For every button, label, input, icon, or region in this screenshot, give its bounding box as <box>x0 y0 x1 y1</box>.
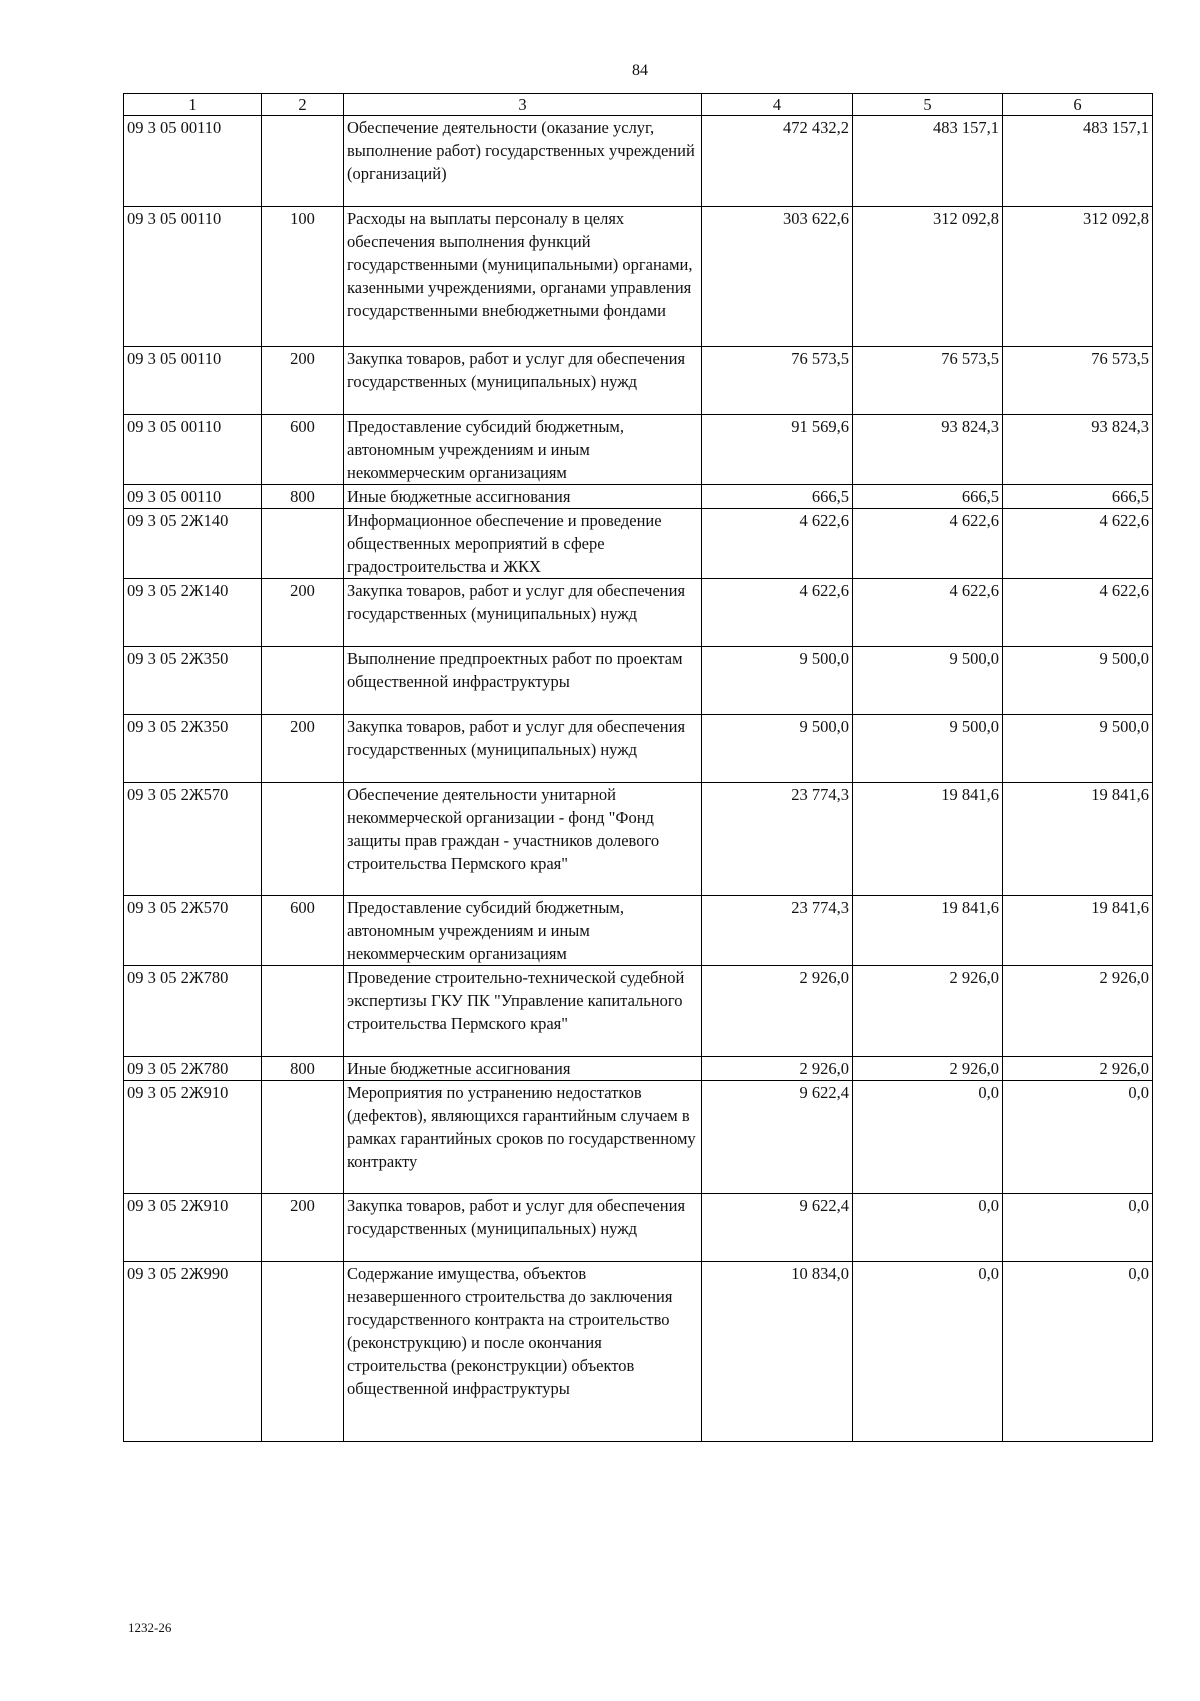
row-code-cell: 09 3 05 2Ж350 <box>124 647 262 715</box>
row-value-col4-cell: 9 500,0 <box>702 647 853 715</box>
row-value-col4-cell: 4 622,6 <box>702 579 853 647</box>
row-value-col5-cell: 0,0 <box>853 1081 1003 1194</box>
row-description-cell: Закупка товаров, работ и услуг для обеспечения государственных (муниципальных) нужд <box>344 579 702 647</box>
row-description-cell: Закупка товаров, работ и услуг для обеспечения государственных (муниципальных) нужд <box>344 1194 702 1262</box>
row-expense-type-cell <box>262 647 344 715</box>
row-expense-type-cell <box>262 966 344 1057</box>
row-description-cell: Мероприятия по устранению недостатков (дефектов), являющихся гарантийным случаем в рамках гарантийных сроков по государственному контракту <box>344 1081 702 1194</box>
row-value-col6-cell: 666,5 <box>1003 485 1153 509</box>
row-value-col5-cell: 76 573,5 <box>853 347 1003 415</box>
table-row <box>124 579 1153 647</box>
table-row <box>124 116 1153 207</box>
row-value-col5-cell: 19 841,6 <box>853 783 1003 896</box>
row-value-col5-cell: 4 622,6 <box>853 509 1003 579</box>
row-value-col5-cell: 483 157,1 <box>853 116 1003 207</box>
row-description-cell: Обеспечение деятельности (оказание услуг, выполнение работ) государственных учреждений (организаций) <box>344 116 702 207</box>
row-code-cell: 09 3 05 00110 <box>124 116 262 207</box>
row-value-col5-cell: 9 500,0 <box>853 715 1003 783</box>
row-value-col6-cell: 76 573,5 <box>1003 347 1153 415</box>
budget-table <box>123 93 1153 1442</box>
row-expense-type-cell <box>262 116 344 207</box>
row-value-col6-cell: 312 092,8 <box>1003 207 1153 347</box>
row-code-cell: 09 3 05 2Ж570 <box>124 896 262 966</box>
row-code-cell: 09 3 05 00110 <box>124 415 262 485</box>
row-value-col4-cell: 303 622,6 <box>702 207 853 347</box>
row-value-col4-cell: 9 622,4 <box>702 1081 853 1194</box>
row-value-col6-cell: 2 926,0 <box>1003 1057 1153 1081</box>
row-value-col5-cell: 0,0 <box>853 1194 1003 1262</box>
row-code-cell: 09 3 05 2Ж910 <box>124 1081 262 1194</box>
row-value-col6-cell: 9 500,0 <box>1003 647 1153 715</box>
row-value-col4-cell: 76 573,5 <box>702 347 853 415</box>
row-value-col6-cell: 2 926,0 <box>1003 966 1153 1057</box>
row-value-col4-cell: 10 834,0 <box>702 1262 853 1442</box>
row-value-col4-cell: 23 774,3 <box>702 896 853 966</box>
row-value-col4-cell: 472 432,2 <box>702 116 853 207</box>
row-expense-type-cell: 800 <box>262 485 344 509</box>
row-value-col6-cell: 93 824,3 <box>1003 415 1153 485</box>
row-value-col5-cell: 2 926,0 <box>853 1057 1003 1081</box>
row-expense-type-cell <box>262 1262 344 1442</box>
row-description-cell: Проведение строительно-технической судебной экспертизы ГКУ ПК "Управление капитального строительства Пермского края" <box>344 966 702 1057</box>
row-description-cell: Предоставление субсидий бюджетным, автономным учреждениям и иным некоммерческим организациям <box>344 415 702 485</box>
row-expense-type-cell: 600 <box>262 415 344 485</box>
row-expense-type-cell <box>262 1081 344 1194</box>
row-description-cell: Предоставление субсидий бюджетным, автономным учреждениям и иным некоммерческим организациям <box>344 896 702 966</box>
row-value-col5-cell: 312 092,8 <box>853 207 1003 347</box>
row-code-cell: 09 3 05 2Ж140 <box>124 579 262 647</box>
row-description-cell: Содержание имущества, объектов незавершенного строительства до заключения государственного контракта на строительство (реконструкцию) и после окончания строительства (реконструкции) объектов общественной инфраструктуры <box>344 1262 702 1442</box>
row-value-col6-cell: 483 157,1 <box>1003 116 1153 207</box>
row-code-cell: 09 3 05 2Ж780 <box>124 966 262 1057</box>
document-code: 1232-26 <box>128 1620 172 1635</box>
row-value-col5-cell: 9 500,0 <box>853 647 1003 715</box>
table-row <box>124 347 1153 415</box>
column-header: 1 <box>124 94 262 116</box>
table-row <box>124 783 1153 896</box>
row-code-cell: 09 3 05 2Ж990 <box>124 1262 262 1442</box>
table-row <box>124 207 1153 347</box>
row-code-cell: 09 3 05 2Ж140 <box>124 509 262 579</box>
row-code-cell: 09 3 05 00110 <box>124 485 262 509</box>
row-expense-type-cell: 200 <box>262 1194 344 1262</box>
row-description-cell: Иные бюджетные ассигнования <box>344 485 702 509</box>
row-value-col6-cell: 9 500,0 <box>1003 715 1153 783</box>
row-value-col4-cell: 91 569,6 <box>702 415 853 485</box>
table-row <box>124 647 1153 715</box>
table-row <box>124 896 1153 966</box>
column-header: 5 <box>853 94 1003 116</box>
column-header: 2 <box>262 94 344 116</box>
row-value-col5-cell: 19 841,6 <box>853 896 1003 966</box>
row-description-cell: Информационное обеспечение и проведение общественных мероприятий в сфере градостроительства и ЖКХ <box>344 509 702 579</box>
row-expense-type-cell: 100 <box>262 207 344 347</box>
row-value-col5-cell: 0,0 <box>853 1262 1003 1442</box>
column-header: 4 <box>702 94 853 116</box>
row-expense-type-cell: 200 <box>262 715 344 783</box>
row-value-col5-cell: 666,5 <box>853 485 1003 509</box>
row-description-cell: Закупка товаров, работ и услуг для обеспечения государственных (муниципальных) нужд <box>344 715 702 783</box>
row-value-col4-cell: 9 500,0 <box>702 715 853 783</box>
table-body <box>124 116 1153 1442</box>
row-value-col4-cell: 666,5 <box>702 485 853 509</box>
table-row <box>124 485 1153 509</box>
row-code-cell: 09 3 05 2Ж570 <box>124 783 262 896</box>
row-value-col6-cell: 0,0 <box>1003 1081 1153 1194</box>
table-header-row <box>124 94 1153 116</box>
row-description-cell: Обеспечение деятельности унитарной некоммерческой организации - фонд "Фонд защиты прав граждан - участников долевого строительства Пермского края" <box>344 783 702 896</box>
row-expense-type-cell <box>262 509 344 579</box>
table-row <box>124 1194 1153 1262</box>
column-header: 3 <box>344 94 702 116</box>
row-code-cell: 09 3 05 2Ж910 <box>124 1194 262 1262</box>
table-row <box>124 1057 1153 1081</box>
column-header: 6 <box>1003 94 1153 116</box>
row-value-col5-cell: 4 622,6 <box>853 579 1003 647</box>
row-expense-type-cell: 200 <box>262 579 344 647</box>
table-row <box>124 509 1153 579</box>
table-row <box>124 715 1153 783</box>
row-description-cell: Закупка товаров, работ и услуг для обеспечения государственных (муниципальных) нужд <box>344 347 702 415</box>
table-row <box>124 1262 1153 1442</box>
row-description-cell: Расходы на выплаты персоналу в целях обеспечения выполнения функций государственными (муниципальными) органами, казенными учреждениями, органами управления государственными внебюджетными фондами <box>344 207 702 347</box>
row-expense-type-cell: 200 <box>262 347 344 415</box>
row-value-col5-cell: 93 824,3 <box>853 415 1003 485</box>
row-code-cell: 09 3 05 2Ж350 <box>124 715 262 783</box>
row-value-col4-cell: 23 774,3 <box>702 783 853 896</box>
row-expense-type-cell: 800 <box>262 1057 344 1081</box>
row-description-cell: Выполнение предпроектных работ по проектам общественной инфраструктуры <box>344 647 702 715</box>
row-value-col4-cell: 2 926,0 <box>702 1057 853 1081</box>
row-value-col6-cell: 4 622,6 <box>1003 509 1153 579</box>
table-row <box>124 1081 1153 1194</box>
table-row <box>124 966 1153 1057</box>
row-expense-type-cell <box>262 783 344 896</box>
row-value-col4-cell: 2 926,0 <box>702 966 853 1057</box>
row-value-col5-cell: 2 926,0 <box>853 966 1003 1057</box>
page-number: 84 <box>632 62 648 79</box>
table-row <box>124 415 1153 485</box>
row-code-cell: 09 3 05 00110 <box>124 347 262 415</box>
row-description-cell: Иные бюджетные ассигнования <box>344 1057 702 1081</box>
row-value-col6-cell: 19 841,6 <box>1003 783 1153 896</box>
row-value-col6-cell: 4 622,6 <box>1003 579 1153 647</box>
row-code-cell: 09 3 05 00110 <box>124 207 262 347</box>
row-value-col6-cell: 0,0 <box>1003 1262 1153 1442</box>
row-value-col6-cell: 0,0 <box>1003 1194 1153 1262</box>
row-expense-type-cell: 600 <box>262 896 344 966</box>
row-value-col6-cell: 19 841,6 <box>1003 896 1153 966</box>
row-value-col4-cell: 4 622,6 <box>702 509 853 579</box>
row-value-col4-cell: 9 622,4 <box>702 1194 853 1262</box>
row-code-cell: 09 3 05 2Ж780 <box>124 1057 262 1081</box>
